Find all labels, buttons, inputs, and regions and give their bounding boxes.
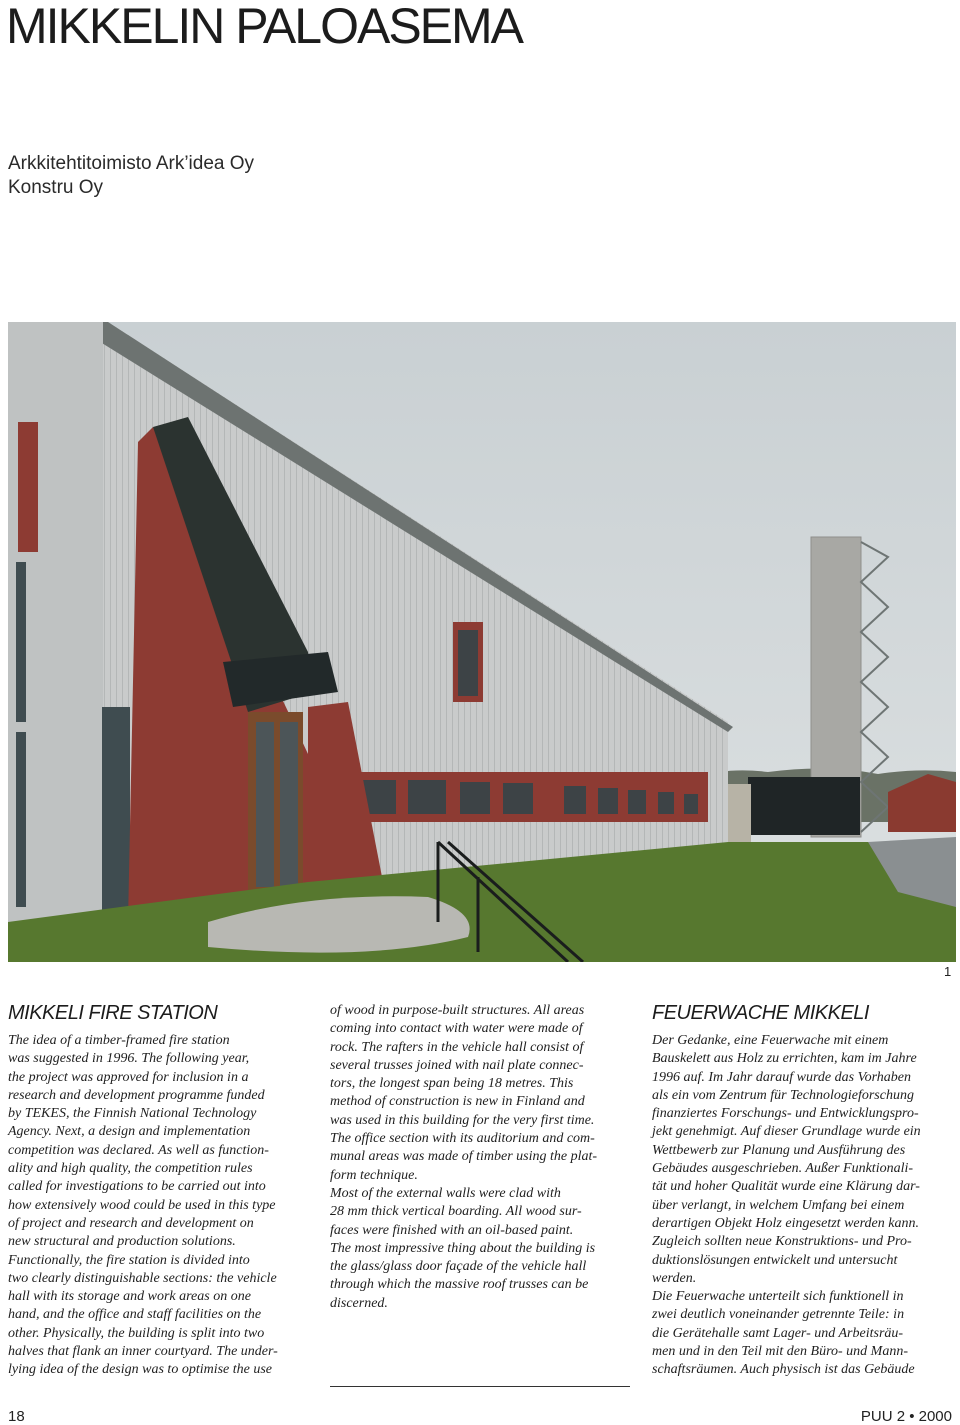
text-line: the glass/glass door façade of the vehicle hall — [330, 1259, 587, 1275]
text-line: Agency. Next, a design and implementation — [8, 1124, 251, 1140]
text-line: als ein vom Zentrum für Technologieforschung — [652, 1087, 914, 1103]
text-line: hall with its storage and work areas on one — [8, 1289, 251, 1305]
text-line: The most impressive thing about the building is — [330, 1240, 596, 1256]
text-line: jekt genehmigt. Auf dieser Grundlage wurde ein — [652, 1124, 921, 1140]
text-line: Functionally, the fire station is divided into — [8, 1252, 250, 1268]
text-line: 1996 auf. Im Jahr darauf wurde das Vorhaben — [652, 1069, 911, 1085]
german-column — [652, 1032, 921, 1380]
red-band-left — [18, 422, 38, 552]
text-line: men und in den Teil mit den Büro- und Mann- — [652, 1344, 908, 1360]
english-column-2 — [330, 1002, 597, 1313]
credit-line-architect: Arkkitehtitoimisto Ark’idea Oy — [8, 153, 255, 174]
text-line: derartigen Objekt Holz eingesetzt werden kann. — [652, 1215, 919, 1231]
text-line: tät und hoher Qualität wurde eine Klärung dar- — [652, 1179, 920, 1195]
text-line: form technique. — [330, 1167, 418, 1183]
text-line: through which the massive roof trusses can be — [330, 1277, 589, 1293]
text-line: Der Gedanke, eine Feuerwache mit einem — [652, 1033, 889, 1048]
text-line: several trusses joined with nail plate connec- — [330, 1057, 584, 1073]
architect-credits — [8, 152, 254, 200]
text-line: of project and research and development on — [8, 1215, 254, 1231]
english-heading: MIKKELI FIRE STATION — [8, 1002, 218, 1024]
page-number: 18 — [8, 1408, 25, 1425]
fire-station-photo — [8, 322, 956, 962]
text-line: faces were finished with an oil-based paint. — [330, 1222, 574, 1238]
text-line: Gebäudes ausgeschrieben. Außer Funktionali- — [652, 1161, 914, 1177]
text-line: halves that flank an inner courtyard. The under- — [8, 1344, 278, 1360]
annex-hall — [748, 777, 860, 835]
publication-label: PUU 2 • 2000 — [860, 1408, 952, 1425]
text-line: werden. — [652, 1270, 697, 1286]
german-heading: FEUERWACHE MIKKELI — [652, 1002, 869, 1024]
text-line: 28 mm thick vertical boarding. All wood sur- — [330, 1204, 582, 1220]
page-title: MIKKELIN PALOASEMA — [6, 0, 523, 54]
text-line: lying idea of the design was to optimise the use — [8, 1362, 273, 1378]
text-line: discerned. — [330, 1295, 388, 1311]
text-line: duktionslösungen entwickelt und untersucht — [652, 1252, 898, 1268]
text-line: rock. The rafters in the vehicle hall consist of — [330, 1039, 584, 1055]
text-line: other. Physically, the building is split into two — [8, 1325, 265, 1341]
text-line: Die Feuerwache unterteilt sich funktionell in — [652, 1289, 904, 1305]
credit-line-engineer: Konstru Oy — [8, 177, 104, 198]
text-line: schaftsräumen. Auch physisch ist das Gebäude — [652, 1362, 915, 1378]
text-line: hand, and the office and staff facilities on the — [8, 1307, 262, 1323]
column-rule — [330, 1386, 630, 1387]
text-line: tors, the longest span being 18 metres. This — [330, 1076, 574, 1092]
figure-number: 1 — [944, 964, 952, 979]
text-line: new structural and production solutions. — [8, 1234, 236, 1250]
text-line: research and development programme funded — [8, 1087, 265, 1103]
text-line: Wettbewerb zur Planung und Ausführung des — [652, 1142, 906, 1158]
text-line: coming into contact with water were made of — [330, 1021, 583, 1037]
text-line: the project was approved for inclusion in a — [8, 1069, 249, 1085]
text-line: über verlangt, in welchem Umfang bei einem — [652, 1197, 905, 1213]
text-line: The idea of a timber-framed fire station — [8, 1033, 230, 1048]
text-line: die Gerätehalle samt Lager- und Arbeitsräu- — [652, 1325, 904, 1341]
text-line: called for investigations to be carried out into — [8, 1179, 266, 1195]
text-line: ality and high quality, the competition rules — [8, 1161, 253, 1177]
text-line: munal areas was made of timber using the plat- — [330, 1149, 598, 1165]
text-line: Most of the external walls were clad with — [330, 1185, 561, 1201]
text-line: method of construction is new in Finland and — [330, 1094, 585, 1110]
text-line: was used in this building for the very first time. — [330, 1112, 595, 1128]
text-line: Bauskelett aus Holz zu errichten, kam im Jahre — [652, 1051, 917, 1067]
text-line: zwei deutlich voneinander getrennte Teile: in — [652, 1307, 905, 1323]
text-line: Zugleich sollten neue Konstruktions- und Pro- — [652, 1234, 912, 1250]
english-column-1 — [8, 1032, 278, 1380]
text-line: The office section with its auditorium and com- — [330, 1131, 595, 1147]
text-line: was suggested in 1996. The following year, — [8, 1051, 250, 1067]
text-line: of wood in purpose-built structures. All areas — [330, 1003, 585, 1018]
text-line: competition was declared. As well as function- — [8, 1142, 269, 1158]
text-line: how extensively wood could be used in this type — [8, 1197, 276, 1213]
text-line: two clearly distinguishable sections: the vehicle — [8, 1270, 277, 1286]
text-line: finanziertes Forschungs- und Entwicklungspro- — [652, 1106, 919, 1122]
text-line: by TEKES, the Finnish National Technology — [8, 1106, 257, 1122]
